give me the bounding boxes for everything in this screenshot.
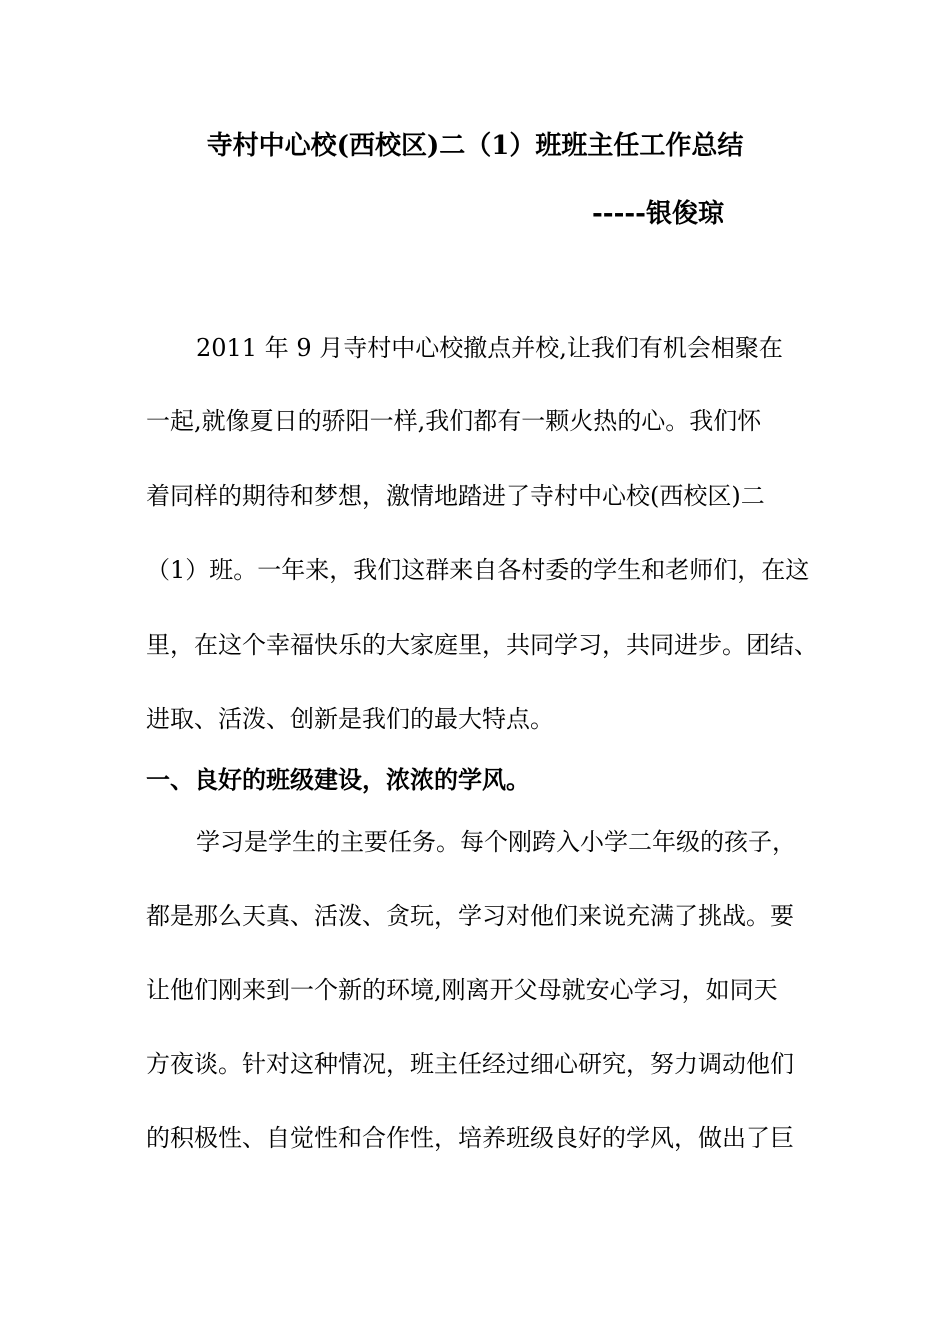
document-author: -----银俊琼 [592,199,724,229]
paragraph-line: 方夜谈。针对这种情况，班主任经过细心研究，努力调动他们 [146,1050,794,1078]
paragraph-line: 的积极性、自觉性和合作性，培养班级良好的学风，做出了巨 [146,1124,794,1152]
document-title: 寺村中心校(西校区)二（1）班班主任工作总结 [206,131,744,161]
paragraph-line: 里，在这个幸福快乐的大家庭里，共同学习，共同进步。团结、 [146,631,818,659]
section-heading: 一、良好的班级建设，浓浓的学风。 [146,765,530,794]
paragraph-line: 学习是学生的主要任务。每个刚跨入小学二年级的孩子， [196,828,796,856]
paragraph-line: （1）班。一年来，我们这群来自各村委的学生和老师们，在这 [146,556,810,584]
paragraph-line: 2011 年 9 月寺村中心校撤点并校,让我们有机会相聚在 [196,334,783,362]
paragraph-line: 一起,就像夏日的骄阳一样,我们都有一颗火热的心。我们怀 [146,407,762,435]
paragraph-line: 进取、活泼、创新是我们的最大特点。 [146,705,554,733]
paragraph-line: 都是那么天真、活泼、贪玩，学习对他们来说充满了挑战。要 [146,902,794,930]
paragraph-line: 让他们刚来到一个新的环境,刚离开父母就安心学习，如同天 [146,976,778,1004]
paragraph-line: 着同样的期待和梦想，激情地踏进了寺村中心校(西校区)二 [146,482,765,510]
